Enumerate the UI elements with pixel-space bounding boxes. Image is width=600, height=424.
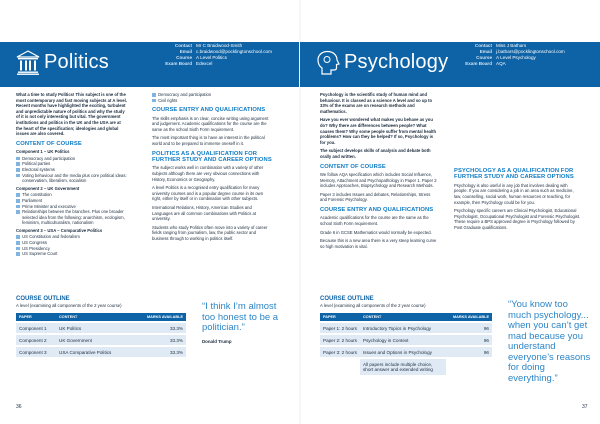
psychology-content-heading: CONTENT OF COURSE bbox=[320, 163, 386, 170]
table-row: Component 2 UK Government 33.3% bbox=[16, 335, 186, 345]
table-row: Component 1 UK Politics 33.3% bbox=[16, 323, 186, 333]
contact-email[interactable]: c.braidwood@pocklingtonschool.com bbox=[196, 49, 272, 55]
outline-title: COURSE OUTLINE bbox=[320, 296, 374, 302]
psychology-quote bbox=[508, 300, 592, 384]
contact-course: A Level Psychology bbox=[496, 55, 536, 61]
quote-text: “You know too much psychology... when you can’t get mad because you understand everyone’s reasons for doing everything.” bbox=[508, 299, 591, 384]
contact-name: Miss J Bathars bbox=[496, 43, 527, 48]
paragraph: Have you ever wondered what makes you behave as you do? Why there are differences between people? What causes them? Why some people suffer from mental health problems? How can they be helped? If so, Psychology is for you. bbox=[320, 117, 437, 145]
paragraph: A level Politics is a recognised entry qualification for many university courses and is a popular degree course in its own right, either by itself or in combination with other subjects. bbox=[152, 185, 264, 202]
psychology-outline-table bbox=[320, 311, 492, 377]
component-1-title: Component 1 – UK Politics bbox=[16, 149, 70, 155]
quote-author: Donald Trump bbox=[202, 338, 232, 344]
paragraph: The skills emphasis is on clear, concise writing using argument and judgement. Academic qualifications for the course are the same as the school Sixth Form requirement. bbox=[152, 115, 269, 132]
component-2-title: Component 2 – UK Government bbox=[16, 185, 80, 191]
table-row: Paper 1: 2 hours Introductory Topics in Psychology 96 bbox=[320, 323, 492, 333]
component-3-title: Component 3 – USA – Comparative Politics bbox=[16, 227, 103, 233]
list-item: Civil rights bbox=[152, 98, 272, 104]
table-row: All papers include multiple choice, short answer and extended writing bbox=[320, 359, 492, 375]
list-item: US Supreme Court bbox=[16, 251, 128, 257]
list-item: Prime Minister and executive bbox=[16, 204, 128, 210]
column-header: CONTENT bbox=[360, 313, 446, 321]
table-row: Paper 2: 2 hours Psychology in Context 96 bbox=[320, 335, 492, 345]
table-row: Paper 3: 2 hours Issues and Options in Psychology 96 bbox=[320, 347, 492, 357]
paragraph: Academic qualifications for the course are the same as the school Sixth Form requirement. bbox=[320, 215, 429, 226]
paragraph: International Relations, History, American Studies and Languages are all common combinations with Politics at university. bbox=[152, 204, 257, 222]
politics-quote bbox=[202, 302, 288, 347]
contact-name: Mr C Braidwood-Smith bbox=[196, 43, 243, 48]
politics-column-2 bbox=[152, 92, 272, 245]
list-item: US Congress bbox=[16, 240, 128, 246]
list-item: Parliament bbox=[16, 198, 128, 204]
head-profile-icon bbox=[316, 50, 340, 76]
psychology-course-outline bbox=[320, 296, 492, 377]
paragraph: Students who study Politics often move into a variety of career fields ranging from journalism, law, the public sector and business through to working in politics itself. bbox=[152, 224, 268, 241]
psychology-title: Psychology bbox=[344, 51, 449, 73]
politics-contact: Contact Mr C Braidwood-Smith Email c.braidwood@pocklingtonschool.com Course A Level Politics Exam Board Edexcel bbox=[165, 43, 272, 67]
politics-column-1 bbox=[16, 92, 128, 257]
psychology-qualification-heading: PSYCHOLOGY AS A QUALIFICATION FOR FURTHER STUDY AND CAREER OPTIONS bbox=[454, 168, 574, 181]
politics-outline-table bbox=[16, 311, 186, 359]
paragraph: The subject develops skills of analysis and debate both orally and written. bbox=[320, 148, 431, 159]
outline-subtitle: A level (examining all components of the 2 year course) bbox=[320, 303, 426, 308]
paragraph: Psychology specific careers are Clinical Psychologist, Educational Psychologist, Occupational Psychologist and Forensic Psychologist. These require a BPS approved degree in Psychology followed by Post Graduate qualifications. bbox=[454, 208, 581, 230]
psychology-contact: Contact Miss J Bathars Email j.bathars@pocklingtonschool.com Course A Level Psychology Exam Board AQA bbox=[465, 43, 565, 67]
politics-entry-heading: COURSE ENTRY AND QUALIFICATIONS bbox=[152, 107, 266, 114]
paragraph: Paper 3 includes Issues and debates, Relationships, Stress and Forensic Psychology. bbox=[320, 191, 431, 203]
column-header: PAPER bbox=[320, 313, 360, 321]
paragraph: The most important thing is to have an interest in the political world and to be prepared to immerse oneself in it. bbox=[152, 135, 265, 146]
list-item: US Presidency bbox=[16, 246, 128, 252]
politics-title: Politics bbox=[44, 51, 109, 73]
psychology-column-2 bbox=[454, 164, 582, 231]
columns-building-icon bbox=[16, 50, 40, 76]
paragraph: Grade 6 in GCSE Mathematics would normally be expected. bbox=[320, 229, 432, 235]
contact-course: A Level Politics bbox=[196, 55, 227, 61]
list-item: Democracy and participation bbox=[152, 92, 272, 98]
psychology-column-1 bbox=[320, 92, 438, 252]
politics-content-heading: CONTENT OF COURSE bbox=[16, 140, 82, 147]
list-item: Voting behaviour and the media plus core political ideas: conservatism, liberalism, socialism bbox=[16, 173, 128, 184]
column-header: MARKS AVAILABLE bbox=[140, 313, 186, 321]
outline-subtitle: A level (examining all components of the 2 year course) bbox=[16, 303, 122, 308]
paragraph: Psychology is also useful in any job that involves dealing with people. If you are considering a job in an area such as medicine, law, counselling, social work, human resources or teaching, for example, then Psychology could be for you. bbox=[454, 182, 574, 205]
paragraph: We follow AQA specification which includes Social Influence, Memory, Attachment and Psychopathology in Paper 1. Paper 2 includes Approaches, Biopsychology and Research Methods. bbox=[320, 171, 437, 189]
column-header: PAPER bbox=[16, 313, 56, 321]
outline-title: COURSE OUTLINE bbox=[16, 296, 70, 302]
contact-exam-board: Edexcel bbox=[196, 61, 213, 67]
psychology-entry-heading: COURSE ENTRY AND QUALIFICATIONS bbox=[320, 206, 434, 213]
page-number: 37 bbox=[582, 404, 588, 410]
page-number: 36 bbox=[16, 404, 22, 410]
list-item: Political parties bbox=[16, 161, 128, 167]
list-item: US Constitution and federalism bbox=[16, 234, 128, 240]
list-item: Relationships between the branches. Plus one broader selected idea from the following: anarchism, ecologism, feminism, multiculturalism, nationalism bbox=[16, 209, 128, 226]
list-item: Democracy and participation bbox=[16, 156, 128, 162]
paragraph: The subject works well in combination with a variety of other subjects although there are very obvious connections with History, Economics or Geography. bbox=[152, 165, 264, 182]
column-header: CONTENT bbox=[56, 313, 140, 321]
contact-email[interactable]: j.bathars@pocklingtonschool.com bbox=[496, 49, 565, 55]
contact-exam-board: AQA bbox=[496, 61, 506, 67]
psychology-intro: Psychology is the scientific study of human mind and behaviour. It is classed as a science A level and so up to 33% of the exams are on research methods and mathematics. bbox=[320, 92, 433, 114]
paragraph: Because this is a new area there is a very steep learning curve so high motivation is vital. bbox=[320, 238, 437, 249]
quote-text: “I think I’m almost too honest to be a politician.” bbox=[202, 301, 279, 333]
politics-intro: What a time to study Politics! This subject is one of the most contemporary and fast moving subjects at A level. Recent months have highlighted the exciting, turbulent and unpredictable nature of politics and why the study of it is not only interesting but vital. The government institutions and politics in the UK and the USA are at the heart of the specification; ideologies and global issues are also covered. bbox=[16, 92, 127, 137]
politics-course-outline bbox=[16, 296, 186, 359]
table-row: Component 3 USA Comparative Politics 33.3% bbox=[16, 347, 186, 357]
list-item: Electoral systems bbox=[16, 167, 128, 173]
column-header: MARKS AVAILABLE bbox=[446, 313, 492, 321]
list-item: The constitution bbox=[16, 192, 128, 198]
psychology-page bbox=[300, 0, 600, 424]
politics-qualification-heading: POLITICS AS A QUALIFICATION FOR FURTHER STUDY AND CAREER OPTIONS bbox=[152, 150, 272, 163]
